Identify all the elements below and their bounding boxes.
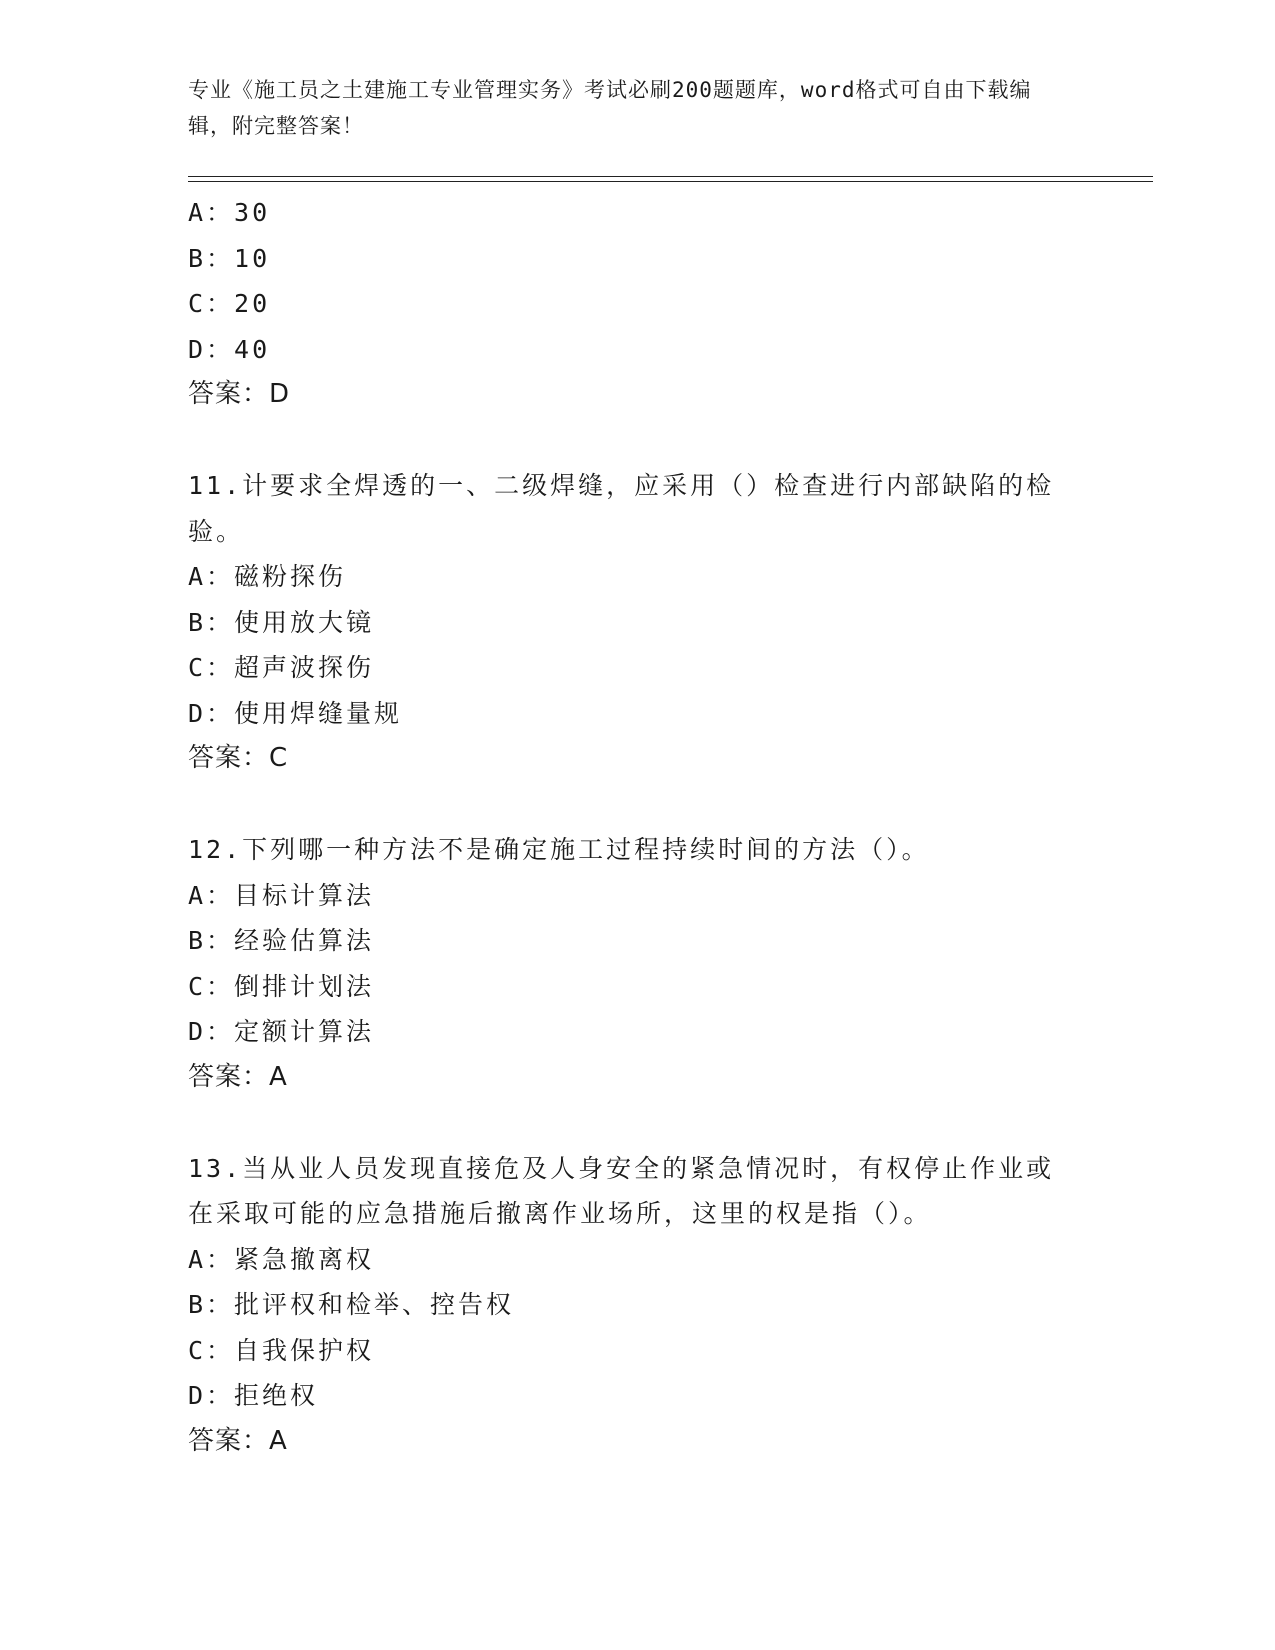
header-rule-top	[188, 176, 1153, 177]
option-d: D：40	[188, 334, 271, 364]
answer-line: 答案：D	[188, 379, 291, 409]
option-c: C：自我保护权	[188, 1335, 375, 1365]
spacer	[188, 782, 1088, 828]
option-c: C：倒排计划法	[188, 971, 375, 1001]
question-stem-line-1: 12.下列哪一种方法不是确定施工过程持续时间的方法（）。	[188, 835, 930, 864]
spacer	[188, 418, 1088, 464]
question-stem-line-2: 验。	[188, 516, 245, 546]
option-d: D：拒绝权	[188, 1381, 319, 1410]
question-12	[188, 827, 1088, 1100]
option-b: B：批评权和检举、控告权	[188, 1290, 515, 1319]
option-a: A：目标计算法	[188, 880, 375, 910]
question-10-tail	[188, 190, 1088, 418]
spacer	[188, 1100, 1088, 1146]
question-stem-line-1: 13.当从业人员发现直接危及人身安全的紧急情况时，有权停止作业或	[188, 1153, 1055, 1183]
option-c: C：20	[188, 289, 271, 318]
option-b: B：经验估算法	[188, 926, 375, 955]
option-b: B：使用放大镜	[188, 607, 375, 637]
option-a: A：30	[188, 198, 271, 227]
question-11	[188, 463, 1088, 782]
answer-line: 答案：A	[188, 1425, 288, 1456]
option-d: D：使用焊缝量规	[188, 698, 403, 728]
question-stem-line-1: 11.计要求全焊透的一、二级焊缝，应采用（）检查进行内部缺陷的检	[188, 471, 1055, 500]
option-d: D：定额计算法	[188, 1017, 375, 1046]
page-header: 专业《施工员之土建施工专业管理实务》考试必刷200题题库，word格式可自由下载编辑，附完整答案！	[188, 78, 1032, 138]
option-c: C：超声波探伤	[188, 653, 375, 682]
question-list	[188, 190, 1088, 1464]
option-a: A：紧急撤离权	[188, 1244, 375, 1274]
question-stem-line-2: 在采取可能的应急措施后撤离作业场所，这里的权是指（）。	[188, 1199, 932, 1228]
option-a: A：磁粉探伤	[188, 562, 347, 591]
answer-line: 答案：A	[188, 1061, 288, 1092]
header-rule-bottom	[188, 181, 1153, 182]
option-b: B：10	[188, 243, 271, 273]
answer-line: 答案：C	[188, 743, 289, 773]
question-13	[188, 1146, 1088, 1465]
